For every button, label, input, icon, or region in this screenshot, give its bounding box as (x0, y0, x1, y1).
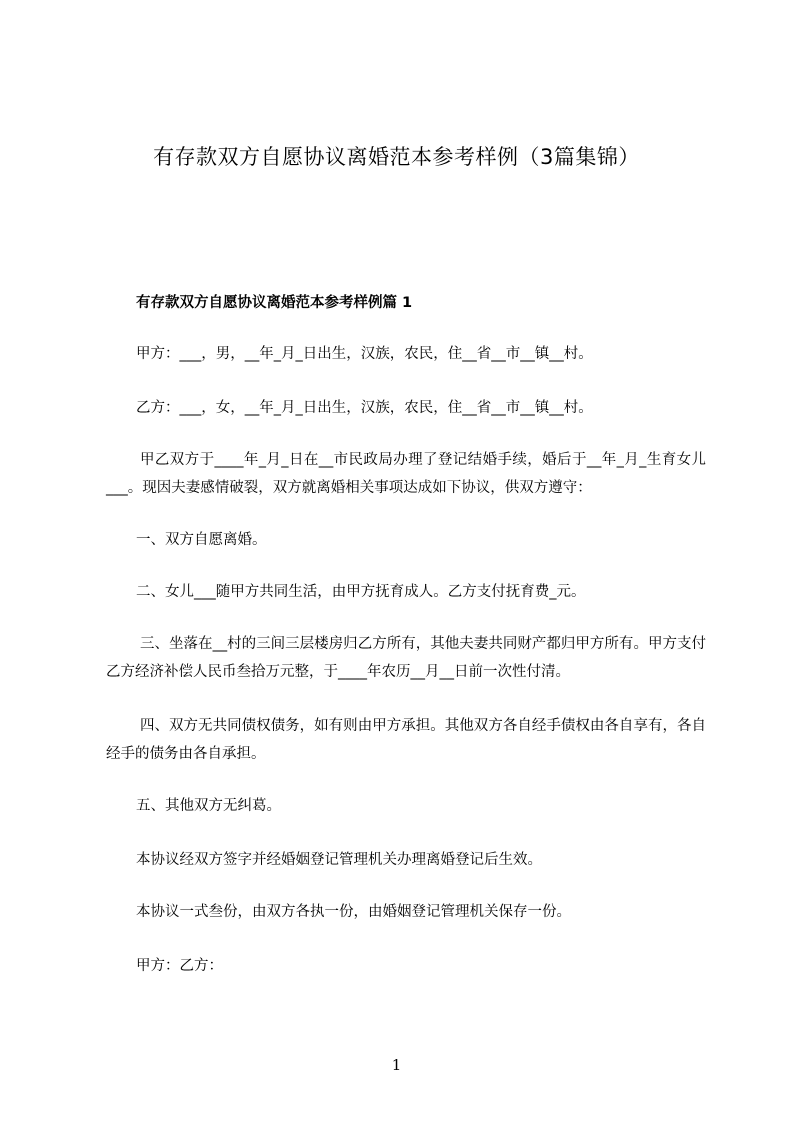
clause-three: 三、坐落在__村的三间三层楼房归乙方所有，其他夫妻共同财产都归甲方所有。甲方支付乙方经济补偿人民币叁拾万元整，于____年农历__月__日前一次性付清。 (106, 636, 706, 680)
effective-clause: 本协议经双方签字并经婚姻登记管理机关办理离婚登记后生效。 (136, 852, 542, 868)
party-b-info: 乙方：___，女，__年_月_日出生，汉族，农民，住__省__市__镇__村。 (136, 400, 593, 416)
clause-two: 二、女儿___随甲方共同生活，由甲方抚育成人。乙方支付抚育费_元。 (136, 584, 586, 600)
party-a-info: 甲方：___，男，__年_月_日出生，汉族，农民，住__省__市__镇__村。 (136, 346, 593, 362)
document-title: 有存款双方自愿协议离婚范本参考样例（3篇集锦） (153, 145, 640, 169)
marriage-background-paragraph: 甲乙双方于____年_月_日在__市民政局办理了登记结婚手续，婚后于__年_月_生育女儿___。现因夫妻感情破裂，双方就离婚相关事项达成如下协议，供双方遵守： (106, 452, 706, 496)
clause-one: 一、双方自愿离婚。 (136, 532, 267, 548)
clause-five: 五、其他双方无纠葛。 (136, 798, 281, 814)
page-number: 1 (391, 1056, 402, 1074)
section-heading: 有存款双方自愿协议离婚范本参考样例篇 1 (136, 295, 413, 311)
signature-line: 甲方：乙方： (136, 958, 223, 974)
clause-four: 四、双方无共同债权债务，如有则由甲方承担。其他双方各自经手债权由各自享有，各自经手的债务由各自承担。 (106, 718, 706, 762)
copies-clause: 本协议一式叁份，由双方各执一份，由婚姻登记管理机关保存一份。 (136, 904, 571, 920)
